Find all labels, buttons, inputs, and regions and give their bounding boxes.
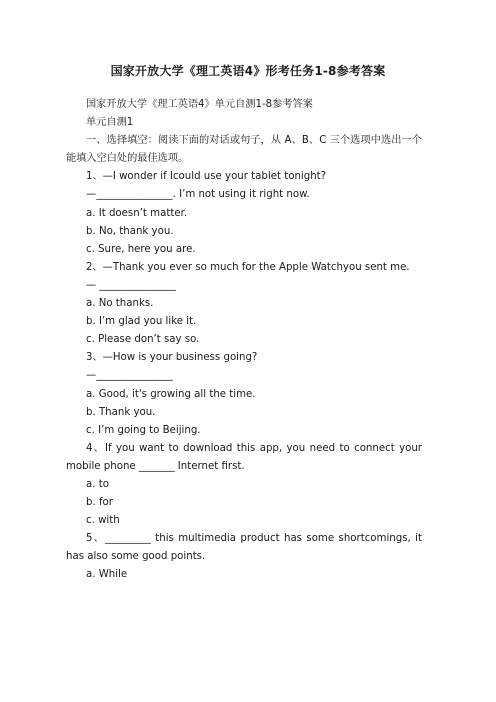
- unit-heading: 单元自测1: [86, 117, 134, 129]
- question-2-option-b: b. I’m glad you like it.: [86, 316, 197, 328]
- question-4-option-b: b. for: [86, 497, 113, 509]
- question-3-option-a: a. Good, it's growing all the time.: [86, 388, 256, 400]
- instruction-text: 一、选择填空：阅读下面的对话或句子，从 A、B、C 三个选项中选出一个能填入空白处的最佳选项。: [66, 135, 422, 165]
- question-3-option-c: c. I’m going to Beijing.: [86, 424, 201, 436]
- question-2-option-c: c. Please don’t say so.: [86, 334, 200, 346]
- question-2-stem: 2、—Thank you ever so much for the Apple Watchyou sent me.: [86, 261, 410, 273]
- question-3-reply: —_______________: [86, 370, 173, 382]
- question-4-option-a: a. to: [86, 478, 109, 490]
- question-1-reply: —_______________. I’m not using it right now.: [86, 189, 310, 201]
- question-4-stem: 4、If you want to download this app, you need to connect your mobile phone _______ Internet first.: [66, 442, 422, 472]
- document-title: 国家开放大学《理工英语4》形考任务1-8参考答案: [110, 64, 386, 78]
- question-1-option-a: a. It doesn’t matter.: [86, 207, 188, 219]
- document-body: [66, 96, 422, 585]
- question-2-option-a: a. No thanks.: [86, 298, 154, 310]
- question-3-option-b: b. Thank you.: [86, 406, 156, 418]
- document-subtitle: 国家开放大学《理工英语4》单元自测1-8参考答案: [86, 99, 313, 110]
- question-1-option-b: b. No, thank you.: [86, 225, 174, 237]
- question-1-option-c: c. Sure, here you are.: [86, 243, 196, 255]
- question-1-stem: 1、—I wonder if Icould use your tablet tonight?: [86, 171, 327, 183]
- question-5-option-a: a. While: [86, 569, 128, 581]
- question-5-stem: 5、_________ this multimedia product has some shortcomings, it has also some good points.: [66, 533, 422, 563]
- question-4-option-c: c. with: [86, 515, 120, 527]
- question-3-stem: 3、—How is your business going?: [86, 352, 258, 364]
- question-2-reply: — _______________: [86, 279, 176, 291]
